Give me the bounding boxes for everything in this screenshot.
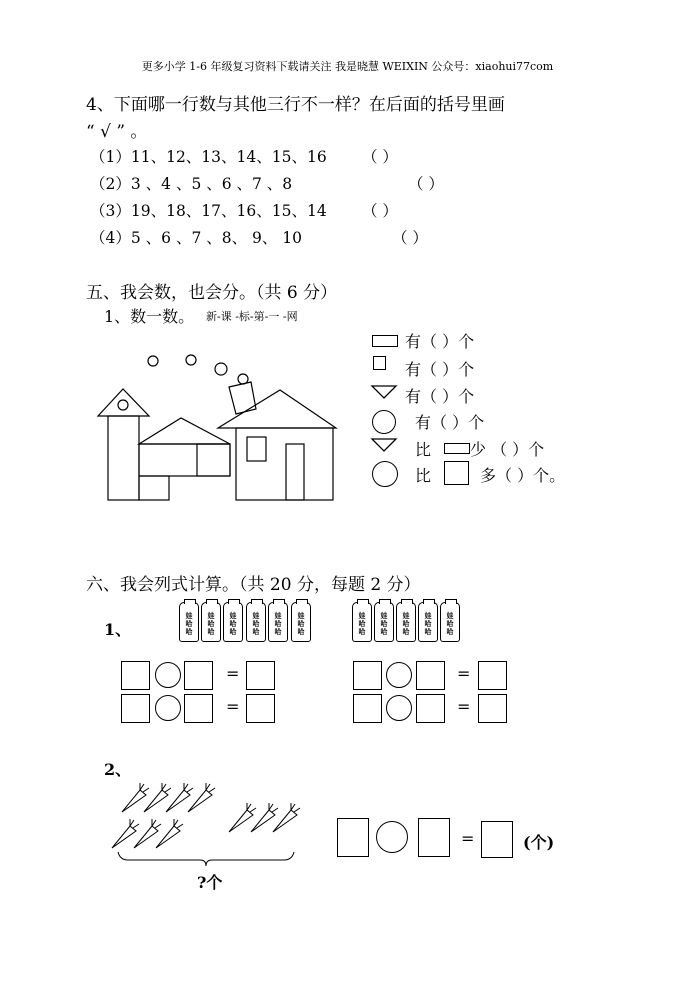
carrot-icon [273,803,300,832]
problem-1-label: 1、 [104,620,132,639]
section5-sub: 1、数一数。 [104,307,195,326]
answer-box[interactable] [418,818,450,857]
bottle-label: 娃 哈 哈 [424,612,432,636]
bottle-label: 娃 哈 哈 [185,612,193,636]
compare-b-label: 比 [415,466,432,485]
q4-row-label: （1）11、12、13、14、15、16 [90,148,327,166]
count-square[interactable]: 有（ ）个 [405,360,475,379]
carrot-icon [229,803,256,832]
q4-title: 4、下面哪一行数与其他三行不一样？在后面的括号里画 [86,95,505,115]
operator-circle[interactable] [376,821,408,853]
section6-title: 六、我会列式计算。（共 20 分，每题 2 分） [86,575,421,595]
carrot-icon [156,819,183,848]
carrot-icon [144,783,171,812]
carrot-icon [188,783,215,812]
answer-box[interactable] [337,818,369,857]
unit-label: (个) [523,833,555,852]
bottle-label: 娃 哈 哈 [402,612,410,636]
brace-label: ?个 [197,873,223,892]
compare-less-blank[interactable]: 少 （ ）个 [470,440,545,459]
q4-row-label: （3）19、18、17、16、15、14 [90,202,327,220]
bottle-label: 娃 哈 哈 [297,612,305,636]
compare-more-blank[interactable]: 多（ ）个。 [480,466,566,485]
bottle-label: 娃 哈 哈 [252,612,260,636]
q4-answer-blank-1[interactable]: （ ） [362,148,398,166]
q4-row-label: （4）5 、6 、7 、8、 9、 10 [90,229,303,247]
equals-sign: = [457,664,471,683]
q4-answer-blank-2[interactable]: （ ） [408,175,444,193]
compare-a-label: 比 [415,440,432,459]
count-triangle[interactable]: 有（ ）个 [405,387,475,406]
page-header: 更多小学 1-6 年级复习资料下载请关注 我是晓慧 WEIXIN 公众号：xiaohui77com [141,60,554,73]
bottle-label: 娃 哈 哈 [358,612,366,636]
bottle-label: 娃 哈 哈 [207,612,215,636]
bottle-label: 娃 哈 哈 [229,612,237,636]
bottle-label: 娃 哈 哈 [446,612,454,636]
equals-sign: = [226,664,240,683]
section5-title: 五、我会数，也会分。（共 6 分） [86,283,338,303]
count-rectangle[interactable]: 有（ ）个 [405,332,475,351]
q4-row-label: （2）3 、4 、5 、6 、7 、8 [90,175,293,193]
bottle-label: 娃 哈 哈 [274,612,282,636]
bottle-label: 娃 哈 哈 [380,612,388,636]
carrot-icon [251,803,278,832]
count-circle[interactable]: 有（ ）个 [415,413,485,432]
carrot-icon [166,783,193,812]
q4-answer-blank-4[interactable]: （ ） [392,229,428,247]
watermark-text: 新-课 -标-第-一 -网 [206,310,298,323]
brace-icon [118,852,294,866]
equals-sign: = [461,829,475,848]
carrot-icon [122,783,149,812]
equals-sign: = [457,697,471,716]
problem-2-label: 2、 [104,760,132,779]
answer-box[interactable] [481,821,513,858]
q4-title-line2: “ √ ” 。 [86,122,148,142]
carrot-icon [112,819,139,848]
carrot-icon [134,819,161,848]
equals-sign: = [226,697,240,716]
q4-answer-blank-3[interactable]: （ ） [362,202,398,220]
